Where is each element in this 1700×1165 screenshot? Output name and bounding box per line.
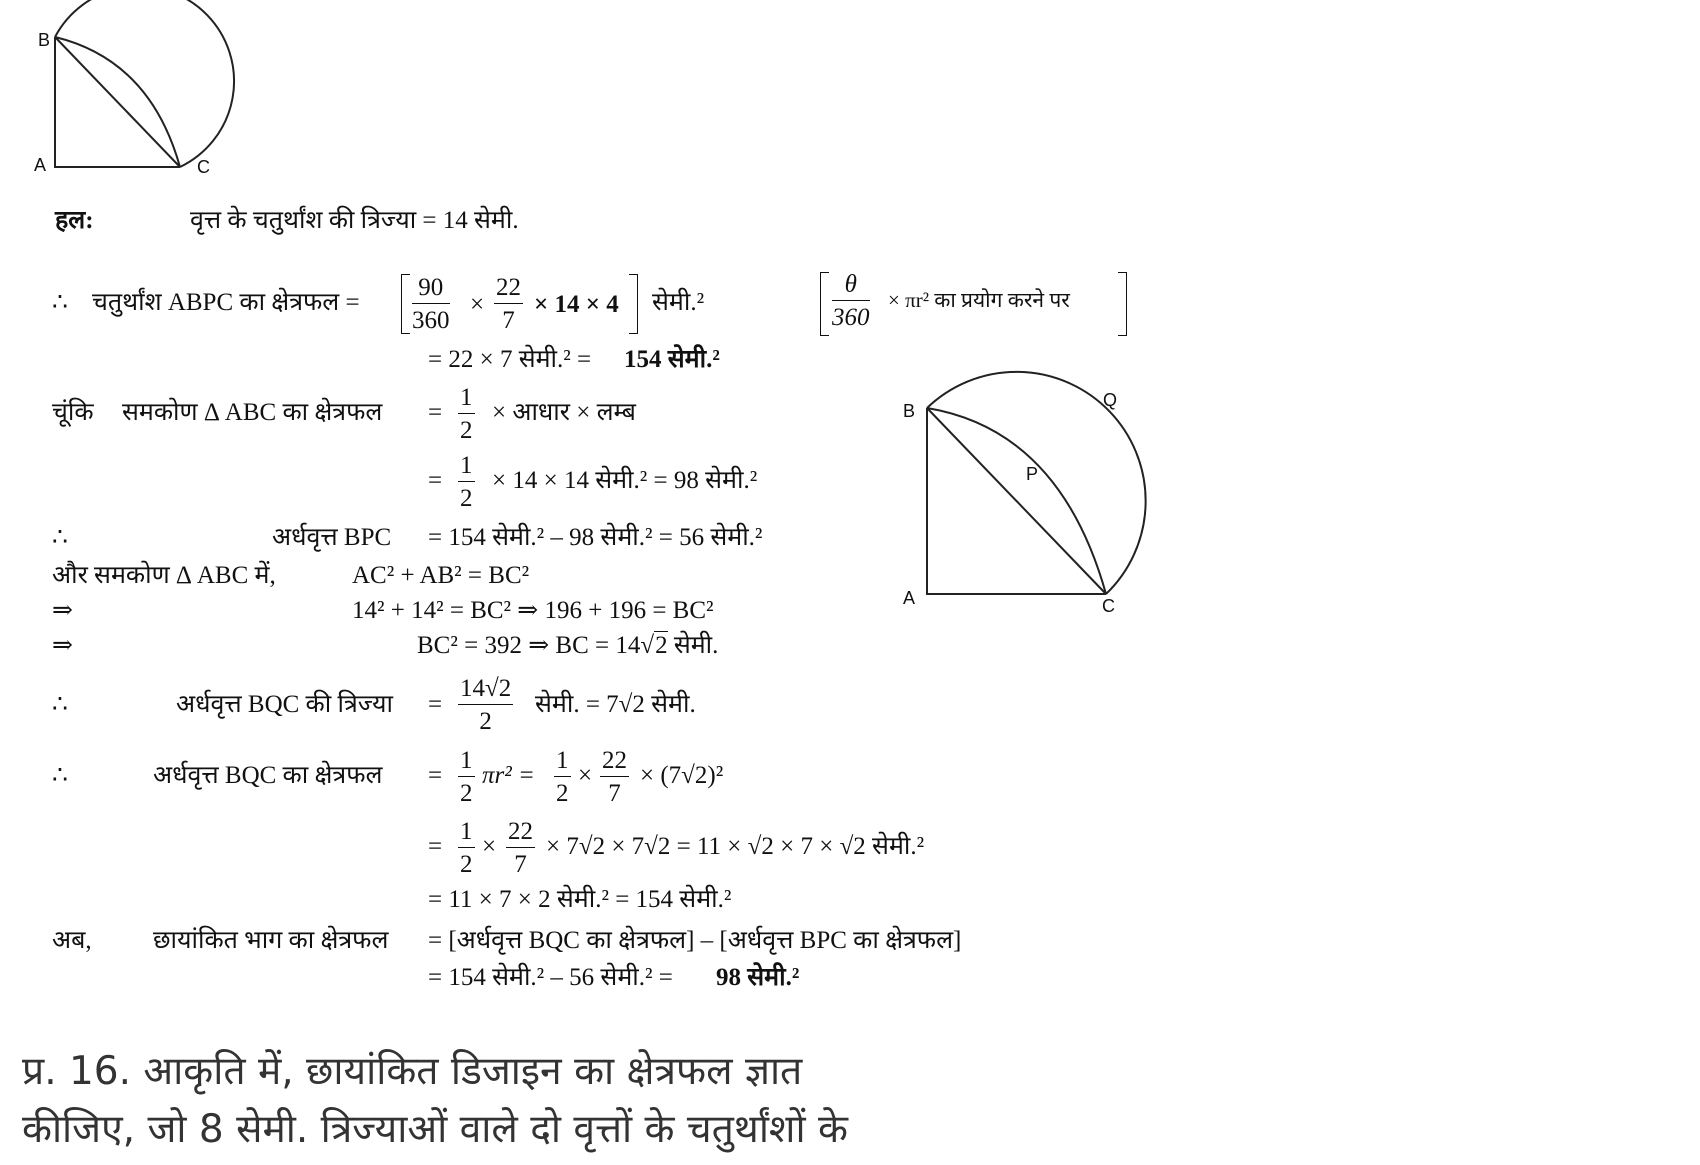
pyth-line-1: AC² + AB² = BC²	[352, 562, 530, 589]
final-result: = 154 सेमी.² – 56 सेमी.² =	[428, 964, 673, 991]
quadrant-result-bold: 154 सेमी.²	[624, 346, 720, 373]
quadrant-unit: सेमी.²	[652, 289, 705, 316]
large-figure-chord	[927, 408, 1106, 594]
large-label-a: A	[903, 588, 916, 608]
half-fraction-5: $\frac{1}{2}$	[460, 818, 473, 878]
bracket-right	[629, 274, 638, 334]
half-fraction-2: $\frac{1}{2}$	[460, 452, 473, 512]
therefore-2: ∴	[52, 524, 68, 551]
now-label: अब,	[52, 927, 92, 954]
small-figure	[55, 0, 234, 167]
semicircle-radius-label: अर्धवृत्त BQC की त्रिज्या	[176, 691, 394, 718]
large-label-c: C	[1102, 596, 1115, 616]
solution-label: हल:	[55, 207, 94, 234]
quadrant-area-label: चतुर्थांश ABPC का क्षेत्रफल =	[92, 289, 360, 316]
fraction-22-7: $\frac{22}{7}$	[496, 274, 521, 334]
large-label-b: B	[903, 401, 916, 421]
question-16-line-1: प्र. 16. आकृति में, छायांकित डिजाइन का क्षेत्रफल ज्ञात	[22, 1049, 803, 1094]
equals-1: =	[428, 399, 443, 426]
note-bracket-left	[820, 272, 829, 336]
bracket-left	[401, 274, 410, 334]
large-label-p: P	[1026, 464, 1039, 484]
semicircle-area-label: अर्धवृत्त BQC का क्षेत्रफल	[153, 762, 383, 789]
semicircle-area-line-2: × 7√2 × 7√2 = 11 × √2 × 7 × √2 सेमी.²	[546, 833, 925, 860]
therefore-3: ∴	[52, 691, 68, 718]
half-fraction-1: $\frac{1}{2}$	[460, 384, 473, 444]
fraction-22-7-c: $\frac{22}{7}$	[508, 818, 533, 878]
equals-5: =	[428, 833, 443, 860]
shaded-area-formula: = [अर्धवृत्त BQC का क्षेत्रफल] – [अर्धवृत्त BPC का क्षेत्रफल]	[428, 927, 962, 954]
therefore-symbol: ∴	[52, 289, 68, 316]
pi-r-squared: πr² =	[482, 762, 535, 789]
seven-root-squared: × (7√2)²	[640, 762, 724, 789]
segment-label: अर्धवृत्त BPC	[272, 524, 392, 551]
times-sign-2: ×	[578, 762, 593, 789]
quadrant-tail: × 14 × 4	[534, 291, 619, 318]
times-sign: ×	[470, 291, 485, 318]
implies-2: ⇒	[52, 632, 73, 659]
small-figure-chord	[55, 37, 180, 167]
times-sign-3: ×	[482, 833, 497, 860]
fraction-90-360: $\frac{90}{360}$	[412, 274, 450, 334]
triangle-area-label: समकोण Δ ABC का क्षेत्रफल	[122, 399, 383, 426]
radius-fraction: $\frac{14√2}{2}$	[460, 675, 512, 735]
note-bracket-right	[1118, 272, 1127, 336]
half-fraction-4: $\frac{1}{2}$	[556, 747, 569, 807]
triangle-value: × 14 × 14 सेमी.² = 98 सेमी.²	[492, 467, 758, 494]
half-fraction-3: $\frac{1}{2}$	[460, 747, 473, 807]
triangle-formula: × आधार × लम्ब	[492, 399, 636, 426]
pyth-line-3: BC² = 392 ⇒ BC = 14√2 सेमी.	[417, 632, 719, 659]
small-label-b: B	[38, 30, 51, 50]
final-result-bold: 98 सेमी.²	[716, 964, 800, 991]
equals-3: =	[428, 691, 443, 718]
radius-statement: वृत्त के चतुर्थांश की त्रिज्या = 14 सेमी.	[190, 207, 519, 234]
theta-fraction: $\frac{\theta}{360}$	[832, 271, 870, 331]
segment-value: = 154 सेमी.² – 98 सेमी.² = 56 सेमी.²	[428, 524, 763, 551]
therefore-4: ∴	[52, 762, 68, 789]
equals-4: =	[428, 762, 443, 789]
small-label-a: A	[34, 155, 47, 175]
large-label-q: Q	[1103, 390, 1118, 410]
small-label-c: C	[197, 157, 210, 177]
small-figure-semicircle	[55, 0, 234, 167]
pyth-intro: और समकोण Δ ABC में,	[52, 562, 276, 589]
semicircle-area-line-3: = 11 × 7 × 2 सेमी.² = 154 सेमी.²	[428, 886, 732, 913]
radius-result: सेमी. = 7√2 सेमी.	[535, 691, 696, 718]
shaded-area-label: छायांकित भाग का क्षेत्रफल	[153, 927, 389, 954]
theta-note: × πr² का प्रयोग करने पर	[888, 288, 1070, 312]
since-label: चूंकि	[52, 399, 94, 426]
fraction-22-7-b: $\frac{22}{7}$	[602, 747, 627, 807]
equals-2: =	[428, 467, 443, 494]
implies-1: ⇒	[52, 597, 73, 624]
question-16-line-2: कीजिए, जो 8 सेमी. त्रिज्याओं वाले दो वृत्तों के चतुर्थांशों के	[22, 1107, 848, 1152]
pyth-line-2: 14² + 14² = BC² ⇒ 196 + 196 = BC²	[352, 597, 714, 624]
quadrant-result: = 22 × 7 सेमी.² =	[428, 346, 592, 373]
